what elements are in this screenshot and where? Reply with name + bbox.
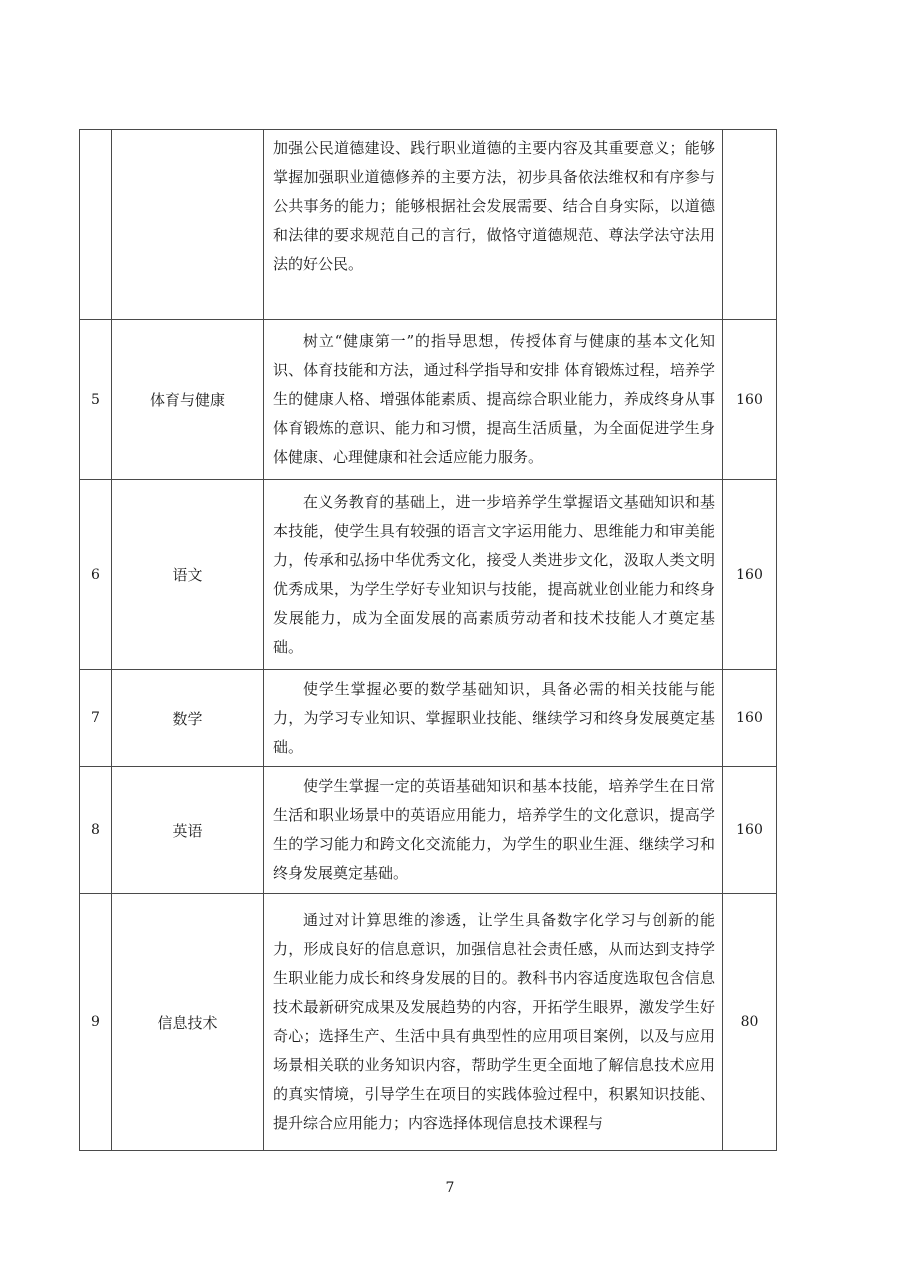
- course-hours: 160: [723, 670, 777, 767]
- course-number: 6: [80, 480, 112, 670]
- course-name: 体育与健康: [112, 320, 264, 480]
- course-hours: [723, 130, 777, 320]
- course-number: 9: [80, 894, 112, 1151]
- table-row: [80, 767, 777, 894]
- course-number: 5: [80, 320, 112, 480]
- table-row: [80, 894, 777, 1151]
- course-name: 语文: [112, 480, 264, 670]
- course-description: 使学生掌握一定的英语基础知识和基本技能，培养学生在日常生活和职业场景中的英语应用能力，培养学生的文化意识，提高学生的学习能力和跨文化交流能力，为学生的职业生涯、继续学习和终身发展奠定基础。: [264, 767, 723, 894]
- course-table: [79, 129, 777, 1151]
- course-name: [112, 130, 264, 320]
- table-row: [80, 480, 777, 670]
- course-description: 使学生掌握必要的数学基础知识，具备必需的相关技能与能力，为学习专业知识、掌握职业技能、继续学习和终身发展奠定基础。: [264, 670, 723, 767]
- course-hours: 160: [723, 767, 777, 894]
- table-row: [80, 320, 777, 480]
- table-row: [80, 130, 777, 320]
- course-name: 英语: [112, 767, 264, 894]
- course-description: 树立“健康第一”的指导思想，传授体育与健康的基本文化知识、体育技能和方法，通过科学指导和安排 体育锻炼过程，培养学生的健康人格、增强体能素质、提高综合职业能力，养成终身从事体育锻炼的意识、能力和习惯，提高生活质量，为全面促进学生身体健康、心理健康和社会适应能力服务。: [264, 320, 723, 480]
- course-description: 在义务教育的基础上，进一步培养学生掌握语文基础知识和基本技能，使学生具有较强的语言文字运用能力、思维能力和审美能力，传承和弘扬中华优秀文化，接受人类进步文化，汲取人类文明优秀成果，为学生学好专业知识与技能，提高就业创业能力和终身发展能力，成为全面发展的高素质劳动者和技术技能人才奠定基础。: [264, 480, 723, 670]
- course-number: 7: [80, 670, 112, 767]
- course-hours: 160: [723, 480, 777, 670]
- course-hours: 160: [723, 320, 777, 480]
- course-description: 加强公民道德建设、践行职业道德的主要内容及其重要意义；能够掌握加强职业道德修养的主要方法，初步具备依法维权和有序参与公共事务的能力；能够根据社会发展需要、结合自身实际，以道德和法律的要求规范自己的言行，做恪守道德规范、尊法学法守法用法的好公民。: [264, 130, 723, 320]
- course-description: 通过对计算思维的渗透，让学生具备数字化学习与创新的能力，形成良好的信息意识，加强信息社会责任感，从而达到支持学生职业能力成长和终身发展的目的。教科书内容适度选取包含信息技术最新研究成果及发展趋势的内容，开拓学生眼界，激发学生好奇心；选择生产、生活中具有典型性的应用项目案例，以及与应用场景相关联的业务知识内容，帮助学生更全面地了解信息技术应用的真实情境，引导学生在项目的实践体验过程中，积累知识技能、提升综合应用能力；内容选择体现信息技术课程与: [264, 894, 723, 1151]
- course-number: [80, 130, 112, 320]
- course-name: 数学: [112, 670, 264, 767]
- course-name: 信息技术: [112, 894, 264, 1151]
- page-number: 7: [445, 1180, 455, 1196]
- course-number: 8: [80, 767, 112, 894]
- course-hours: 80: [723, 894, 777, 1151]
- table-row: [80, 670, 777, 767]
